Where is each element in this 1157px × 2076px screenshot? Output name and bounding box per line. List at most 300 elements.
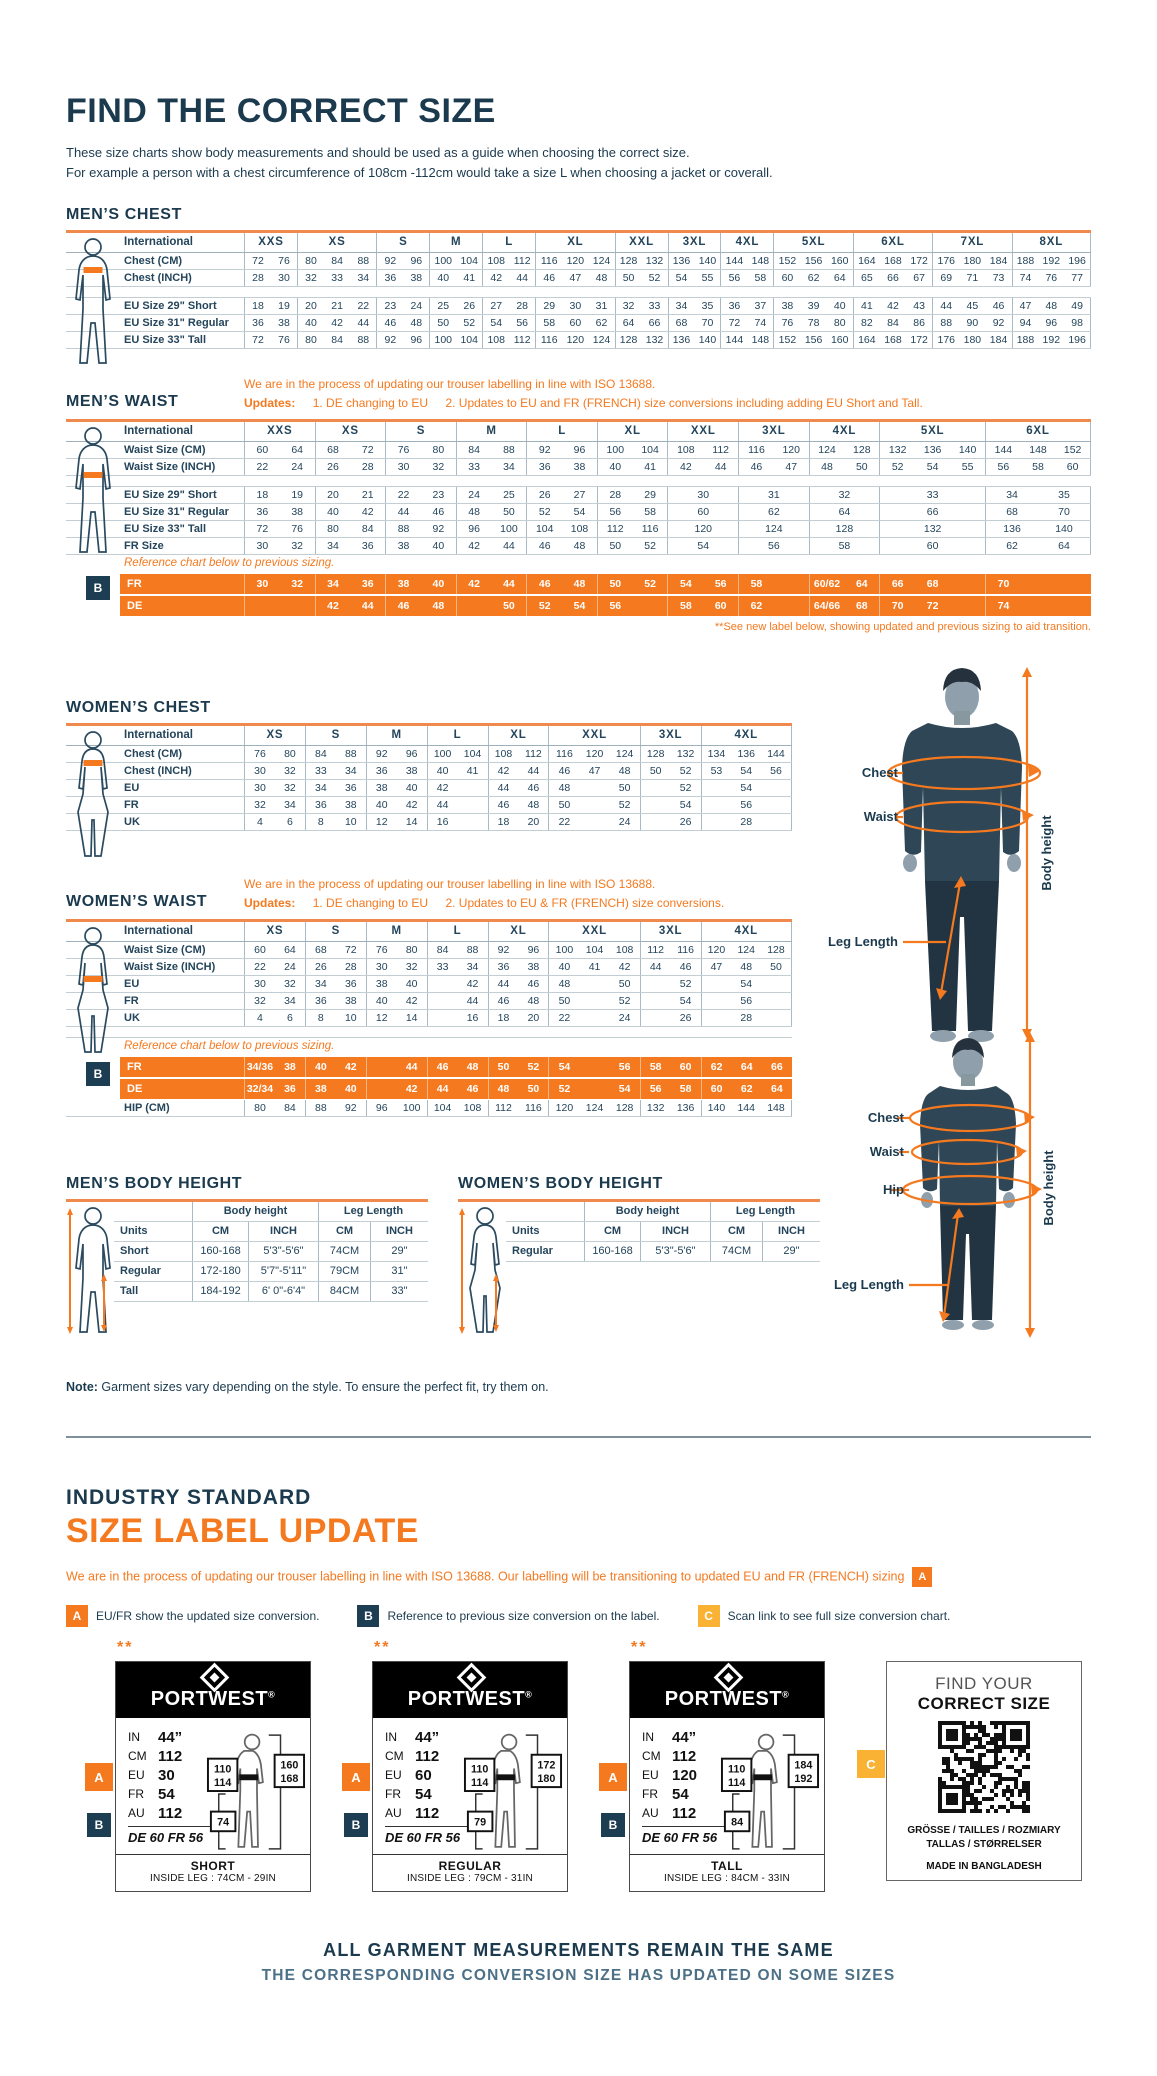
size-value: 76 <box>375 944 388 956</box>
size-cell <box>548 746 639 762</box>
updates-label: Updates: <box>244 395 296 410</box>
row-label: FR <box>124 799 139 811</box>
size-value: 80 <box>833 317 846 329</box>
size-cell <box>597 521 668 537</box>
size-value: 116 <box>641 523 659 535</box>
size-cell <box>376 332 429 348</box>
size-value: 72 <box>252 255 264 267</box>
size-group-header: XXL <box>548 726 639 745</box>
size-value: 20 <box>527 1012 540 1024</box>
size-value: 128 <box>853 444 871 456</box>
size-cell <box>738 538 809 554</box>
size-value: 80 <box>432 444 445 456</box>
svg-text:79: 79 <box>474 1816 487 1829</box>
size-value: 48 <box>466 1061 479 1073</box>
size-value: 22 <box>397 489 410 501</box>
size-value: 104 <box>460 334 478 346</box>
size-value: 54 <box>679 799 692 811</box>
size-group-header: XL <box>488 922 549 941</box>
size-value: 60 <box>710 1083 723 1095</box>
size-value: 180 <box>963 255 982 267</box>
size-group-header: L <box>427 922 488 941</box>
size-value: 140 <box>1055 523 1073 535</box>
size-value: 33 <box>468 461 480 473</box>
row-label: EU Size 31" Regular <box>124 506 229 518</box>
size-value: 128 <box>646 748 665 760</box>
size-cell <box>548 976 639 992</box>
size-value: 42 <box>327 600 339 612</box>
badge-a: A <box>912 1567 932 1587</box>
size-cell <box>385 596 456 616</box>
size-value: 104 <box>433 1102 452 1114</box>
size-cell <box>244 763 305 779</box>
label-size-row: IN 44” <box>385 1729 440 1746</box>
size-value: 55 <box>961 461 974 473</box>
size-value: 76 <box>278 334 290 346</box>
table-row <box>66 442 1091 459</box>
size-cell <box>488 1079 549 1099</box>
womens-waist-heading: WOMEN’S WAIST <box>66 893 208 910</box>
size-value: 40 <box>609 461 622 473</box>
size-cell <box>720 298 773 314</box>
size-cell <box>366 780 427 796</box>
size-cell <box>597 596 668 616</box>
fit-row-label: Regular <box>512 1245 553 1257</box>
size-value: 66 <box>926 506 939 518</box>
height-cell: CM <box>318 1222 370 1241</box>
units-label: Units <box>120 1225 148 1237</box>
row-label: Waist Size (INCH) <box>124 461 216 473</box>
size-cell <box>773 298 852 314</box>
size-value: 44 <box>527 765 540 777</box>
size-value: 60 <box>781 272 794 284</box>
size-cell <box>305 797 366 813</box>
size-value: 58 <box>1032 461 1044 473</box>
size-value: 54 <box>680 578 692 590</box>
size-cell <box>305 780 366 796</box>
size-value: 54 <box>926 461 939 473</box>
size-value: 160 <box>830 334 849 346</box>
label-footer <box>116 1854 310 1891</box>
size-cell <box>305 942 366 958</box>
size-cell <box>932 298 1011 314</box>
size-cell <box>548 1010 639 1026</box>
size-cell <box>488 942 549 958</box>
size-cell <box>526 538 597 554</box>
size-cell <box>456 596 527 616</box>
size-value: 18 <box>497 816 510 828</box>
size-value: 44 <box>497 978 510 990</box>
size-value: 80 <box>305 255 317 267</box>
size-cell <box>427 780 488 796</box>
update-1: 1. DE changing to EU <box>312 895 429 910</box>
size-value: 55 <box>701 272 714 284</box>
badge-b: B <box>86 1062 110 1086</box>
size-value: 33 <box>436 961 449 973</box>
size-cell <box>297 315 376 331</box>
row-label: Chest (CM) <box>124 748 183 760</box>
size-cell <box>720 315 773 331</box>
size-value: 50 <box>770 961 782 973</box>
fit-name: TALL <box>711 1859 743 1873</box>
size-cell <box>526 521 597 537</box>
industry-standard-heading: INDUSTRY STANDARD <box>66 1486 312 1509</box>
size-value: 112 <box>606 523 624 535</box>
height-cell: CM <box>710 1222 762 1241</box>
size-cell <box>244 1079 305 1099</box>
chest-label: Chest <box>861 765 898 780</box>
size-value: 44 <box>503 540 515 552</box>
size-value: 50 <box>558 799 571 811</box>
size-value: 92 <box>344 1102 357 1114</box>
label-size-row: IN 44” <box>128 1729 183 1746</box>
size-value: 94 <box>1019 317 1032 329</box>
size-value: 70 <box>1058 506 1070 518</box>
size-cell <box>526 459 597 475</box>
size-group-header: XL <box>597 422 668 441</box>
height-cell: 29" <box>370 1242 428 1261</box>
size-value: 152 <box>778 334 797 346</box>
size-cell <box>548 763 639 779</box>
size-value: 128 <box>615 1102 634 1114</box>
label-size-row: EU 120 <box>642 1767 698 1784</box>
size-value: 24 <box>618 816 631 828</box>
size-value: 56 <box>516 317 529 329</box>
size-group-header: XL <box>535 233 614 252</box>
size-cell <box>853 253 932 269</box>
size-value: 62 <box>710 1061 723 1073</box>
size-value: 48 <box>740 961 753 973</box>
size-value: 30 <box>254 978 266 990</box>
size-value: 104 <box>585 944 604 956</box>
row-label: EU Size 29" Short <box>124 489 217 501</box>
size-value: 48 <box>527 799 540 811</box>
label-figure-icon <box>720 1728 820 1856</box>
size-value: 88 <box>315 1102 327 1114</box>
size-value: 35 <box>1058 489 1070 501</box>
size-value: 10 <box>344 816 357 828</box>
size-value: 88 <box>344 748 357 760</box>
size-group-header: 3XL <box>640 726 701 745</box>
womens-chest-heading: WOMEN’S CHEST <box>66 699 211 716</box>
size-cell <box>853 270 932 286</box>
size-value: 34 <box>327 540 339 552</box>
size-value: 68 <box>327 444 339 456</box>
size-value: 77 <box>1071 272 1083 284</box>
size-value: 30 <box>254 782 266 794</box>
size-value: 4 <box>257 816 263 828</box>
size-cell <box>244 746 305 762</box>
size-value: 27 <box>490 300 503 312</box>
size-value: 42 <box>468 578 480 590</box>
size-value: 16 <box>436 816 449 828</box>
row-label: Chest (CM) <box>124 255 183 267</box>
size-value: 116 <box>540 255 558 267</box>
garment-label <box>629 1661 825 1892</box>
size-value: 36 <box>384 272 397 284</box>
size-cell <box>385 538 456 554</box>
size-cell <box>535 270 614 286</box>
size-value: 18 <box>256 489 269 501</box>
size-value: 58 <box>838 540 851 552</box>
size-cell <box>668 270 721 286</box>
size-value: 60 <box>1066 461 1079 473</box>
size-cell <box>315 459 386 475</box>
legend-item-a <box>66 1605 319 1627</box>
size-cell <box>879 574 985 594</box>
label-size-row: AU 112 <box>642 1805 697 1822</box>
legend-text-b: Reference to previous size conversion on the label. <box>387 1609 660 1623</box>
size-value: 56 <box>618 1061 631 1073</box>
size-value: 42 <box>618 961 631 973</box>
size-value: 42 <box>490 272 503 284</box>
size-value: 44 <box>436 799 449 811</box>
size-cell <box>809 459 880 475</box>
size-value: 32 <box>284 782 296 794</box>
size-value <box>245 596 280 616</box>
size-cell <box>305 746 366 762</box>
size-value <box>579 1010 609 1026</box>
size-cell <box>535 298 614 314</box>
size-cell <box>315 574 386 594</box>
leg-length-span: Leg Length <box>318 1202 428 1221</box>
size-group-header: M <box>366 726 427 745</box>
height-cell: 79CM <box>318 1262 370 1281</box>
size-cell <box>667 538 738 554</box>
size-value: 74 <box>997 600 1010 612</box>
size-value: 30 <box>256 540 269 552</box>
size-value: 64 <box>770 1083 783 1095</box>
size-value: 64 <box>833 272 846 284</box>
size-cell <box>548 942 639 958</box>
inside-leg: INSIDE LEG : 84CM - 33IN <box>664 1873 790 1884</box>
section-divider <box>66 1436 1091 1438</box>
size-cell <box>535 332 614 348</box>
size-cell <box>879 459 985 475</box>
size-value: 22 <box>357 300 370 312</box>
size-cell <box>244 1100 305 1116</box>
size-cell <box>488 976 549 992</box>
body-height-label: Body height <box>1041 1150 1056 1226</box>
size-value: 50 <box>622 272 635 284</box>
size-cell <box>597 459 668 475</box>
size-cell <box>244 596 315 616</box>
size-group-header: 6XL <box>985 422 1091 441</box>
mens-model-silhouette <box>902 668 1022 1042</box>
badge-a: A <box>85 1763 113 1791</box>
size-value: 50 <box>855 461 868 473</box>
mens-body-height-heading: MEN’S BODY HEIGHT <box>66 1175 243 1192</box>
size-value: 50 <box>503 600 515 612</box>
size-value: 19 <box>278 300 290 312</box>
size-value: 47 <box>588 765 601 777</box>
size-value: 21 <box>361 489 374 501</box>
height-cell: 5'3"-5'6" <box>248 1242 318 1261</box>
size-value: 52 <box>644 540 656 552</box>
size-value: 52 <box>558 1083 571 1095</box>
size-value: 84 <box>284 1102 296 1114</box>
size-value: 132 <box>646 1102 665 1114</box>
size-value: 54 <box>679 995 692 1007</box>
label-body <box>116 1718 310 1854</box>
size-cell <box>376 270 429 286</box>
size-cell <box>773 253 852 269</box>
size-value: 144 <box>994 444 1013 456</box>
size-cell <box>456 574 527 594</box>
size-value <box>428 1010 458 1026</box>
size-value <box>579 993 609 1009</box>
label-size-row: FR 54 <box>128 1786 175 1803</box>
size-value: 19 <box>291 489 304 501</box>
size-cell <box>667 442 738 458</box>
chest-label: Chest <box>867 1110 904 1125</box>
size-value: 26 <box>679 816 692 828</box>
size-value: 148 <box>751 255 770 267</box>
size-value: 42 <box>344 1061 357 1073</box>
size-group-header: XXL <box>548 922 639 941</box>
size-value: 12 <box>375 1012 388 1024</box>
size-value: 188 <box>1016 255 1035 267</box>
size-value: 24 <box>618 1012 631 1024</box>
size-cell <box>244 780 305 796</box>
womens-height-figure-icon <box>458 1206 512 1343</box>
size-cell <box>429 270 482 286</box>
size-value: 88 <box>466 944 479 956</box>
size-value: 52 <box>463 317 476 329</box>
reference-note: Reference chart below to previous sizing. <box>124 557 335 569</box>
size-cell <box>427 1010 488 1026</box>
size-value: 46 <box>384 317 397 329</box>
size-value: 41 <box>588 961 601 973</box>
size-value: 184 <box>989 334 1008 346</box>
size-value: 54 <box>697 540 710 552</box>
size-value: 52 <box>527 1061 540 1073</box>
size-value: 62 <box>750 600 763 612</box>
size-cell <box>1012 298 1091 314</box>
size-cell <box>429 253 482 269</box>
size-value: 26 <box>463 300 476 312</box>
table-row <box>66 538 1091 555</box>
qr-code <box>938 1721 1030 1813</box>
update-2: 2. Updates to EU and FR (FRENCH) size conversions including adding EU Short and Tall. <box>445 395 923 410</box>
size-cell <box>667 574 738 594</box>
size-value: 60/62 <box>813 578 841 590</box>
size-value: 42 <box>405 799 418 811</box>
size-cell <box>526 574 597 594</box>
size-value: 52 <box>618 799 631 811</box>
size-cell <box>315 504 386 520</box>
size-cell <box>548 1100 639 1116</box>
size-cell <box>385 504 456 520</box>
size-value: 41 <box>644 461 656 473</box>
size-cell <box>244 332 297 348</box>
size-value: 40 <box>375 799 388 811</box>
size-cell <box>615 315 668 331</box>
table-gap <box>66 476 1091 487</box>
size-cell <box>244 315 297 331</box>
label-size-row: AU 112 <box>385 1805 440 1822</box>
size-value: 148 <box>751 334 770 346</box>
size-cell <box>456 538 527 554</box>
size-value: 72 <box>728 317 741 329</box>
size-value: 54 <box>740 765 753 777</box>
size-value: 32 <box>838 489 851 501</box>
size-cell <box>297 332 376 348</box>
size-value: 52 <box>644 578 656 590</box>
size-value: 172 <box>910 255 928 267</box>
size-group-header: S <box>376 233 429 252</box>
size-value: 92 <box>497 944 510 956</box>
size-value: 60 <box>256 444 269 456</box>
size-value: 134 <box>707 748 726 760</box>
size-cell <box>305 1010 366 1026</box>
size-value: 56 <box>740 799 753 811</box>
size-cell <box>809 538 880 554</box>
size-value: 96 <box>410 334 423 346</box>
size-value: 48 <box>527 995 540 1007</box>
row-label: FR <box>124 995 139 1007</box>
height-cell: 74CM <box>318 1242 370 1261</box>
size-value: 26 <box>315 961 327 973</box>
height-cell: 6' 0"-6'4" <box>248 1282 318 1301</box>
size-value: 46 <box>397 600 410 612</box>
height-cell <box>506 1202 584 1221</box>
size-value: 41 <box>466 765 479 777</box>
label-size-row: CM 112 <box>385 1748 440 1765</box>
size-value: 36 <box>315 995 327 1007</box>
translations-line-1: GRÖSSE / TAILLES / ROZMIARY <box>907 1825 1061 1836</box>
size-value: 44 <box>940 300 953 312</box>
size-value: 160 <box>830 255 849 267</box>
size-value: 73 <box>992 272 1005 284</box>
size-value <box>458 797 488 813</box>
size-cell <box>385 442 456 458</box>
size-value: 60 <box>697 506 710 518</box>
size-value <box>1056 596 1091 616</box>
size-cell <box>366 814 427 830</box>
size-cell <box>366 1079 427 1099</box>
size-cell <box>376 315 429 331</box>
size-value: 192 <box>1042 255 1061 267</box>
height-cell: CM <box>192 1222 248 1241</box>
size-label-card <box>94 1639 311 1892</box>
size-value: 46 <box>527 782 540 794</box>
size-value: 38 <box>527 961 540 973</box>
update-2: 2. Updates to EU & FR (FRENCH) size conversions. <box>445 895 725 910</box>
size-value: 64 <box>740 1061 753 1073</box>
badge-a: A <box>342 1763 370 1791</box>
size-cell <box>315 487 386 503</box>
label-size-row: CM 112 <box>128 1748 183 1765</box>
size-value: 132 <box>923 523 942 535</box>
fit-row-label: Tall <box>120 1285 139 1297</box>
size-value: 116 <box>748 444 765 456</box>
size-cell <box>427 942 488 958</box>
size-value: 104 <box>460 255 478 267</box>
size-value <box>579 780 609 796</box>
size-value: 34 <box>675 300 688 312</box>
badge-b: B <box>357 1605 379 1627</box>
size-value: 76 <box>254 748 266 760</box>
size-cell <box>548 959 639 975</box>
size-value: 132 <box>888 444 907 456</box>
size-cell <box>773 315 852 331</box>
size-cell <box>879 442 985 458</box>
size-value: 108 <box>463 1102 482 1114</box>
size-value: 46 <box>436 1061 449 1073</box>
size-value: 52 <box>679 978 692 990</box>
size-value: 68 <box>855 600 868 612</box>
